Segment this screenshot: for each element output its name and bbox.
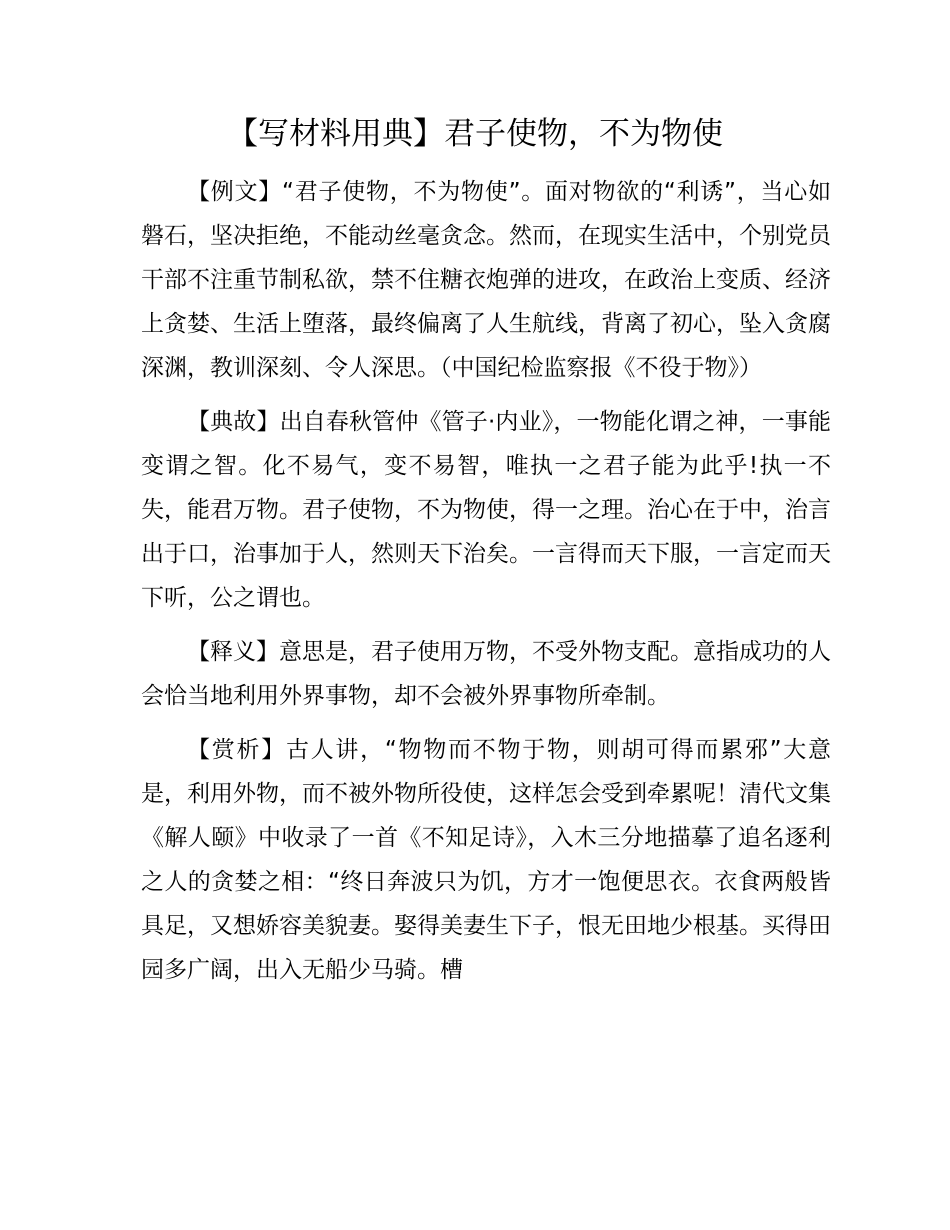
paragraph-appreciation: 【赏析】古人讲，“物物而不物于物，则胡可得而累邪”大意是，利用外物，而不被外物所役使，这样怎会受到牵累呢！清代文集《解人颐》中收录了一首《不知足诗》，入木三分地描摹了追名逐利之人的贪婪之相：“终日奔波只为饥，方才一饱便思衣。衣食两般皆具足，又想娇容美貌妻。娶得美妻生下子，恨无田地少根基。买得田园多广阔，出入无船少马骑。槽 bbox=[141, 737, 831, 983]
paragraph-meaning: 【释义】意思是，君子使用万物，不受外物支配。意指成功的人会恰当地利用外界事物，却不会被外界事物所牵制。 bbox=[141, 639, 831, 709]
page-title: 【写材料用典】君子使物，不为物使 bbox=[227, 116, 723, 152]
document-body bbox=[141, 170, 831, 1002]
paragraph-allusion: 【典故】出自春秋管仲《管子·内业》，一物能化谓之神，一事能变谓之智。化不易气，变不易智，唯执一之君子能为此乎!执一不失，能君万物。君子使物，不为物使，得一之理。治心在于中，治言出于口，治事加于人，然则天下治矣。一言得而天下服，一言定而天下听，公之谓也。 bbox=[141, 409, 831, 611]
paragraph-example: 【例文】“君子使物，不为物使”。面对物欲的“利诱”，当心如磐石，坚决拒绝，不能动丝毫贪念。然而，在现实生活中，个别党员干部不注重节制私欲，禁不住糖衣炮弹的进攻，在政治上变质、经济上贪婪、生活上堕落，最终偏离了人生航线，背离了初心，坠入贪腐深渊，教训深刻、令人深思。（中国纪检监察报《不役于物》） bbox=[141, 179, 831, 381]
